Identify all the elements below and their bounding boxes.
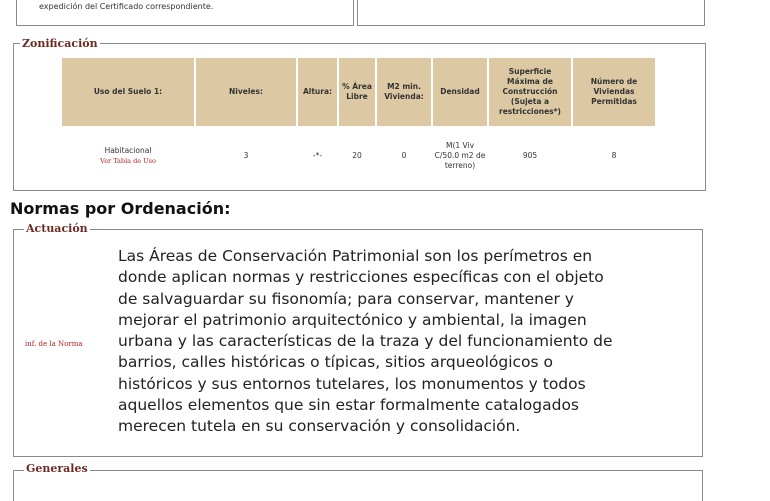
zonificacion-table xyxy=(60,58,657,186)
cell-area-libre: 20 xyxy=(352,151,362,160)
actuacion-legend: Actuación xyxy=(26,222,88,235)
description-line: históricos y sus entornos tutelares, los monumentos y todos xyxy=(118,374,586,393)
description-line: aquellos elementos que sin estar formalmente catalogados xyxy=(118,396,580,415)
description-line: donde aplican normas y restricciones específicas con el objeto xyxy=(118,268,604,287)
cell-m2-min: 0 xyxy=(401,151,407,160)
zonificacion-legend: Zonificación xyxy=(22,37,98,50)
col-superficie: Superficie Máxima de Construcción (Sujeta a restricciones*) xyxy=(489,58,571,126)
ver-tabla-uso-link[interactable]: Ver Tabla de Uso xyxy=(100,157,156,165)
table-header-row xyxy=(62,58,655,126)
description-line: de salvaguardar su fisonomía; para conservar, mantener y xyxy=(118,289,574,308)
uso-value: Habitacional xyxy=(104,146,152,155)
description-line: barrios, calles históricas o típicas, sitios arqueológicos o xyxy=(118,353,554,372)
col-m2-min: M2 min. Vivienda: xyxy=(377,58,431,126)
cell-uso xyxy=(62,126,194,186)
cell-superficie: 905 xyxy=(522,151,538,160)
table-row xyxy=(62,126,655,186)
cell-altura: -*- xyxy=(312,151,323,160)
description-line: Las Áreas de Conservación Patrimonial son los perímetros en xyxy=(118,247,593,265)
col-niveles: Niveles: xyxy=(196,58,296,126)
description-line: mejorar el patrimonio arquitectónico y ambiental, la imagen xyxy=(118,310,587,329)
certificate-note-box xyxy=(16,0,354,26)
top-right-box xyxy=(357,0,705,26)
col-altura: Altura: xyxy=(298,58,337,126)
generales-fieldset xyxy=(13,470,703,501)
col-area-libre: % Área Libre xyxy=(339,58,375,126)
inf-norma-link[interactable]: inf. de la Norma xyxy=(25,340,83,348)
generales-legend: Generales xyxy=(26,462,88,475)
col-uso-suelo: Uso del Suelo 1: xyxy=(62,58,194,126)
certificate-note: expedición del Certificado correspondiente. xyxy=(39,2,214,11)
cell-viviendas: 8 xyxy=(611,151,617,160)
normas-heading: Normas por Ordenación: xyxy=(10,199,231,218)
description-line: merecen tutela en su conservación y consolidación. xyxy=(118,417,521,436)
cell-niveles: 3 xyxy=(243,151,249,160)
col-viviendas: Número de Viviendas Permitidas xyxy=(573,58,655,126)
cell-densidad: M(1 Viv C/50.0 m2 de terreno) xyxy=(434,141,486,170)
description-line: urbana y las características de la traza y del funcionamiento de xyxy=(118,332,613,351)
col-densidad: Densidad xyxy=(433,58,487,126)
actuacion-description xyxy=(118,246,688,438)
